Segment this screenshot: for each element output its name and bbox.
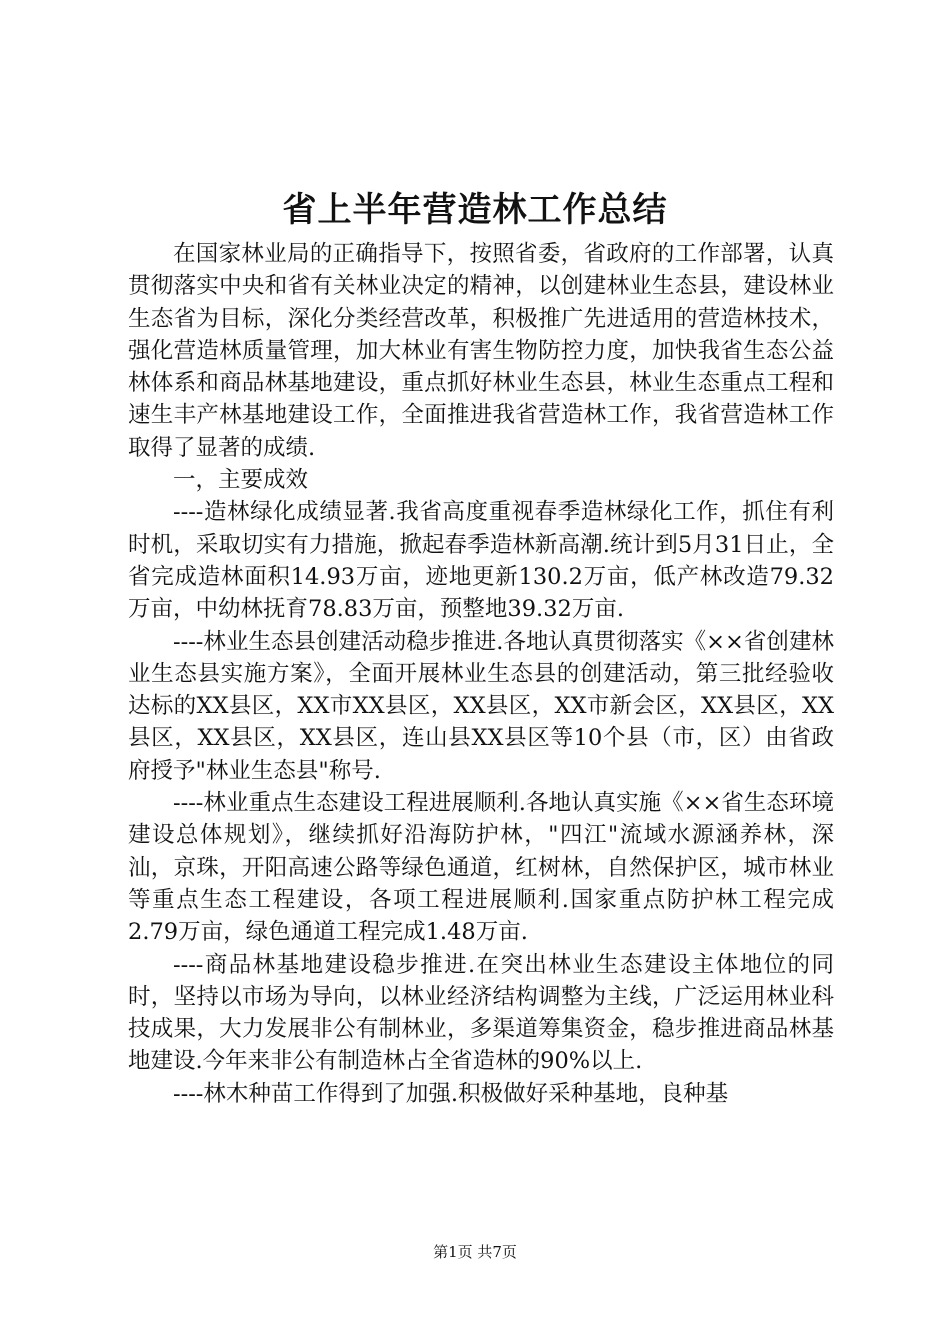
paragraph-afforestation: ----造林绿化成绩显著.我省高度重视春季造林绿化工作，抓住有利时机，采取切实有力措施，掀起春季造林新高潮.统计到5月31日止，全省完成造林面积14.93万亩，迹地更新130.2万亩，低产林改造79.32万亩，中幼林抚育78.83万亩，预整地39.32万亩.: [128, 499, 834, 623]
paragraph-ecological-county: ----林业生态县创建活动稳步推进.各地认真贯彻落实《××省创建林业生态县实施方案》，全面开展林业生态县的创建活动，第三批经验收达标的XX县区，XX市XX县区，XX县区，XX市新会区，XX县区，XX县区，XX县区，XX县区，连山县XX县区等10个县（市，区）由省政府授予"林业生态县"称号.: [128, 628, 834, 784]
document-body: [128, 238, 834, 1110]
paragraph-intro: 在国家林业局的正确指导下，按照省委，省政府的工作部署，认真贯彻落实中央和省有关林业决定的精神，以创建林业生态县，建设林业生态省为目标，深化分类经营改革，积极推广先进适用的营造林技术，强化营造林质量管理，加大林业有害生物防控力度，加快我省生态公益林体系和商品林基地建设，重点抓好林业生态县，林业生态重点工程和速生丰产林基地建设工作，全面推进我省营造林工作，我省营造林工作取得了显著的成绩.: [128, 241, 834, 461]
document-title: 省上半年营造林工作总结: [282, 190, 668, 230]
page-footer: 第1页 共7页: [433, 1243, 517, 1261]
paragraph-seedlings: ----林木种苗工作得到了加强.积极做好采种基地，良种基: [173, 1080, 729, 1107]
section-heading-main-results: 一，主要成效: [173, 467, 309, 494]
paragraph-key-projects: ----林业重点生态建设工程进展顺利.各地认真实施《××省生态环境建设总体规划》，继续抓好沿海防护林，"四江"流域水源涵养林，深汕，京珠，开阳高速公路等绿色通道，红树林，自然保护区，城市林业等重点生态工程建设，各项工程进展顺利.国家重点防护林工程完成2.79万亩，绿色通道工程完成1.48万亩.: [128, 790, 834, 946]
paragraph-commercial-forest: ----商品林基地建设稳步推进.在突出林业生态建设主体地位的同时，坚持以市场为导向，以林业经济结构调整为主线，广泛运用林业科技成果，大力发展非公有制林业，多渠道筹集资金，稳步推进商品林基地建设.今年来非公有制造林占全省造林的90%以上.: [128, 951, 834, 1075]
